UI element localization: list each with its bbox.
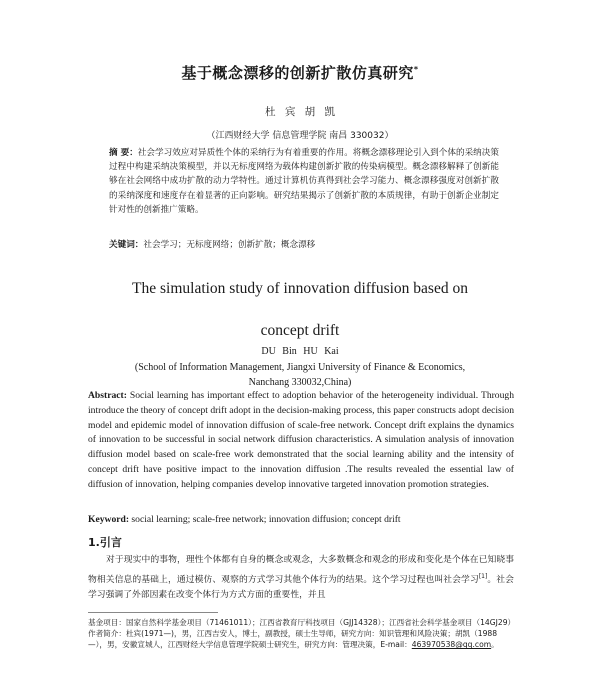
title-english <box>0 274 600 346</box>
authors-english: DU Bin HU Kai <box>261 346 339 357</box>
footnote-author-info <box>88 628 514 650</box>
footnotes <box>88 617 514 651</box>
title-english-line1: The simulation study of innovation diffusion based on <box>132 280 468 297</box>
affiliation-english-line1: (School of Information Management, Jiangxi University of Finance & Economics, <box>134 362 466 373</box>
keywords-english-label: Keyword: <box>88 514 130 525</box>
affiliation-chinese: （江西财经大学 信息管理学院 南昌 330032） <box>206 131 394 141</box>
footnote-funding: 基金项目：国家自然科学基金项目（71461011）；江西省教育厅科技项目（GJJ14328）；江西省社会科学基金项目（14GJ29） <box>88 618 516 627</box>
title-chinese <box>0 62 600 83</box>
title-footnote-mark: * <box>413 65 419 74</box>
title-chinese-text: 基于概念漂移的创新扩散仿真研究 <box>181 64 414 82</box>
body-paragraph <box>88 553 514 603</box>
affiliation-english <box>0 361 600 390</box>
abstract-english-label: Abstract: <box>88 390 127 401</box>
citation-ref[interactable]: [1] <box>478 572 488 580</box>
keywords-chinese-label: 关键词： <box>109 240 144 250</box>
body-text-continued: 。社会学习强调了外部因素在改变个体行为方式方面的重要性，并且 <box>88 574 514 600</box>
abstract-chinese <box>109 146 499 217</box>
abstract-chinese-text: 社会学习效应对异质性个体的采纳行为有着重要的作用。将概念漂移理论引入到个体的采纳决策过程中构建采纳决策模型，并以无标度网络为载体构建创新扩散的传染病模型。概念漂移解释了创新能够在社会网络中成功扩散的动力学特性。通过计算机仿真得到社会学习能力、概念漂移强度对创新扩散的采纳深度和速度存在着显著的正向影响。研究结果揭示了创新扩散的本质规律，有助于创新企业制定针对性的创新推广策略。 <box>109 148 499 215</box>
abstract-chinese-label: 摘 要： <box>109 148 138 158</box>
keywords-english-text: social learning; scale-free network; innovation diffusion; concept drift <box>129 514 401 525</box>
keywords-english <box>88 514 514 525</box>
body-text: 对于现实中的事物，理性个体都有自身的概念或观念，大多数概念和观念的形成和变化是个体在已知晓事物相关信息的基础上，通过模仿、观察的方式学习其他个体行为的结果。这个学习过程也叫社会学习 <box>88 555 514 585</box>
keywords-chinese-text: 社会学习；无标度网络；创新扩散；概念漂移 <box>143 240 316 250</box>
title-english-line2: concept drift <box>260 322 340 339</box>
email-link[interactable]: 463970538@qq.com <box>411 640 492 650</box>
abstract-english-text: Social learning has important effect to adoption behavior of the heterogeneity individual. Through introduce the theory of concept drift adopt in the decision-making process, this paper constructs adopt decision model and epidemic model of innovation diffusion of scale-free network. Concept drift explains the dynamics of innovation to be successful in social network diffusion characteristics. A simulation analysis of innovation diffusion model based on scale-free work demonstrated that the social learning ability and the intensity of concept drift have positive impact to the innovation diffusion .The results revealed the essential law of diffusion of innovation, helping companies develop innovative targeted innovation promotion strategies. <box>88 390 514 490</box>
footnote-divider <box>88 612 218 613</box>
footnote-author-text: 作者简介：杜宾(1971—)，男，江西吉安人，博士，副教授，硕士生导师，研究方向：知识管理和风险决策；胡凯（1988—），男，安徽宣城人，江西财经大学信息管理学院硕士研究生，研究方向：管理决策，E-mail： <box>88 629 498 650</box>
footnote-end: 。 <box>491 640 499 650</box>
abstract-english <box>88 389 514 493</box>
section-heading-introduction: 1.引言 <box>88 536 122 549</box>
authors-chinese: 杜 宾 胡 凯 <box>264 106 335 118</box>
affiliation-english-line2: Nanchang 330032,China) <box>248 376 352 388</box>
keywords-chinese <box>109 238 499 250</box>
